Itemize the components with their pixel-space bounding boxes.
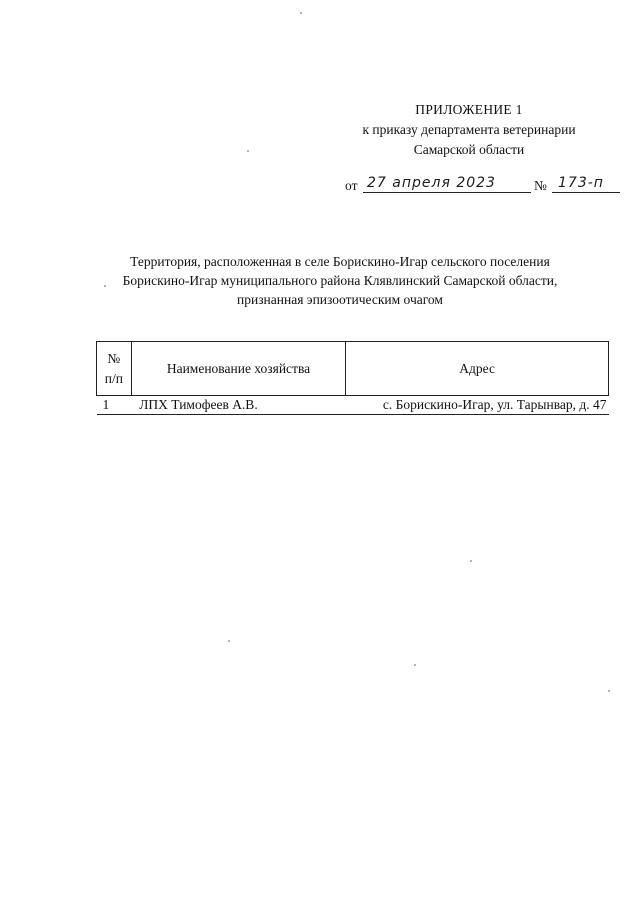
header-number-symbol: № <box>107 350 121 366</box>
heading-line-2: Борискино-Игар муниципального района Клявлинский Самарской области, <box>122 273 558 288</box>
order-date-number-line <box>345 175 620 198</box>
heading-line-1: Территория, расположенная в селе Борискино-Игар сельского поселения <box>130 254 550 269</box>
appendix-line-2: Самарской области <box>413 142 525 157</box>
appendix-block <box>319 100 619 160</box>
number-underline <box>552 192 620 193</box>
appendix-line-1: к приказу департамента ветеринарии <box>362 122 576 137</box>
scan-speck <box>608 690 610 692</box>
number-prefix: № <box>534 178 547 193</box>
row-farm-name: ЛПХ Тимофеев А.В. <box>131 396 345 415</box>
scan-speck <box>228 640 230 642</box>
handwritten-date: 27 апреля 2023 <box>367 175 496 191</box>
header-number-abbr: п/п <box>104 370 123 386</box>
scan-speck <box>247 150 249 152</box>
date-underline <box>363 192 531 193</box>
heading-line-3: признанная эпизоотическим очагом <box>237 292 443 307</box>
appendix-title: ПРИЛОЖЕНИЕ 1 <box>415 102 523 117</box>
scan-speck <box>104 285 106 287</box>
row-number: 1 <box>97 396 132 415</box>
header-farm-name: Наименование хозяйства <box>131 342 345 396</box>
header-address: Адрес <box>346 342 609 396</box>
table-header-row <box>97 342 609 396</box>
date-prefix: от <box>345 178 358 193</box>
handwritten-number: 173-п <box>558 175 604 191</box>
scan-speck <box>414 664 416 666</box>
scan-speck <box>470 560 472 562</box>
row-address: с. Борискино-Игар, ул. Тарынвар, д. 47 <box>346 396 609 415</box>
scan-speck <box>300 12 302 14</box>
header-number <box>97 342 132 396</box>
focus-registry-table <box>96 341 609 415</box>
table-row <box>97 396 609 415</box>
document-heading <box>60 252 620 309</box>
